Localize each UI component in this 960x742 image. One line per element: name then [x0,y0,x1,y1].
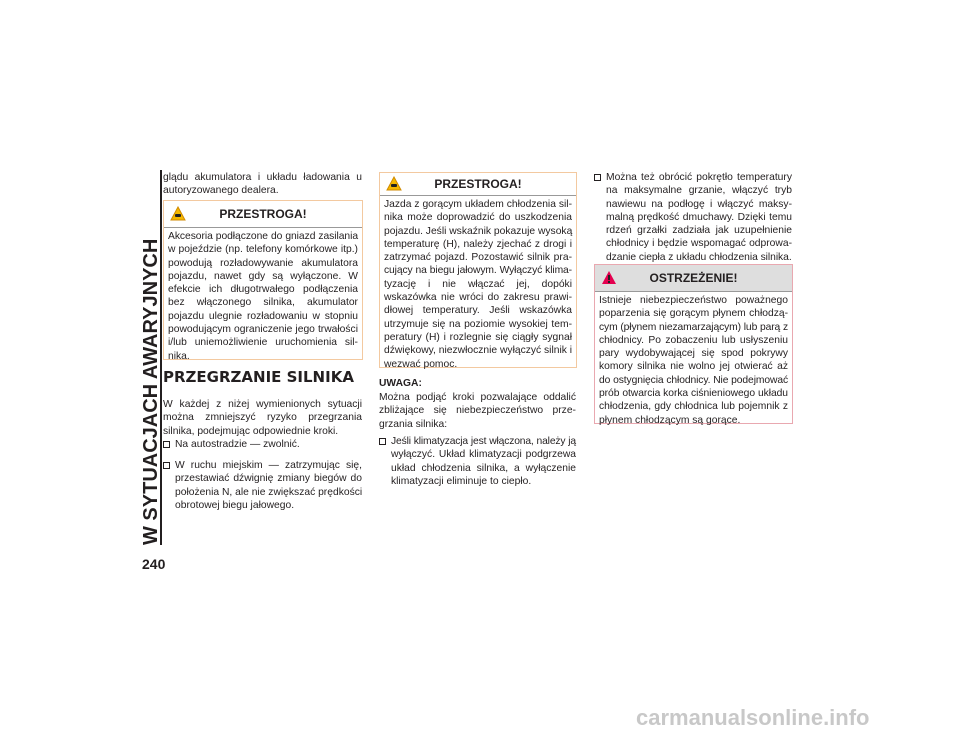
text-line: pojazdu, nawet gdy są wyłączone. W [168,270,358,282]
text-line: cujący na biegu jałowym. Wyłączyć klima- [384,265,572,277]
text-line: Istnieje niebezpieczeństwo poważnego [599,295,788,306]
text-line: komory silnika nie wolno jej otwierać aż [599,361,788,373]
text-line: bez włączonego silnika, akumulator [168,297,358,309]
caution-box-overheat [379,172,577,368]
text-line: dzanie ciepła z układu chłodzenia silnika. [606,251,792,263]
text-line: wyłączyć. Układ klimatyzacji podgrzewa [391,449,576,461]
section-heading: PRZEGRZANIE SILNIKA [163,368,354,386]
page-number: 240 [142,556,166,572]
text-line: chłodzenia, gdy chłodnica lub pojemnik z [599,401,788,413]
text-line: układ chłodzenia silnika, a wyłączenie [391,462,576,474]
bullet-heater [594,171,792,264]
text-line: Jazda z gorącym układem chłodzenia sil- [384,199,572,210]
caution-text [164,228,362,363]
text-line: peratury (H) i rozlegnie się ciągły sygnał [384,331,572,343]
text-line: wezwać pomoc. [384,358,458,370]
note-text [379,391,576,431]
text-line: autoryzowanego dealera. [163,185,279,197]
bullet-square-icon [594,174,601,181]
text-line: dźwiękowy, niezwłocznie wyłączyć silnik i [384,345,573,357]
text-line: nika. [168,350,190,362]
text-line: Można podjąć kroki pozwalające oddalić [379,392,576,403]
bullet-square-icon [163,441,170,448]
text-line: Można też obrócić pokrętło temperatury [606,172,792,183]
section-intro [163,398,362,438]
text-line: położenia N, ale nie zwiększać prędkości [175,486,363,498]
text-line: obrotowej biegu jałowego. [175,499,295,511]
watermark: carmanualsonline.info [636,705,870,730]
text-line: nawiewu na podłogę i włączyć maksy- [606,198,792,210]
warning-title: OSTRZEŻENIE! [649,271,738,285]
text-line: glądu akumulatora i układu ładowania u [163,172,362,183]
text-line: można zmniejszyć ryzyko przegrzania [163,412,362,424]
text-line: w pojeździe (np. telefony komórkowe itp.) [168,244,358,256]
caution-car-icon [170,206,186,221]
text-line: W każdej z niżej wymienionych sytuacji [163,399,362,410]
text-line: efekcie ich długotrwałego podłączenia [168,284,358,296]
bullet-square-icon [379,438,386,445]
text-line: W ruchu miejskim — zatrzymując się, [175,460,362,471]
text-line: zbliżające się niebezpieczeństwo prze- [379,405,576,417]
text-line: i/lub uniemożliwienie uruchomienia sil- [168,337,358,349]
text-line: Akcesoria podłączone do gniazd zasilania [168,231,358,242]
intro-text [163,171,362,198]
text-line: Jeśli klimatyzacja jest włączona, należy ją [391,436,576,447]
bullet-highway [163,438,362,451]
text-line: powodują rozładowywanie akumulatora [168,257,358,269]
text-line: do ostygnięcia chłodnicy. Nie podejmować [599,374,788,386]
text-line: powodującym ograniczenie jego trwałości [168,324,358,336]
text-line: klimatyzacji eliminuje to ciepło. [391,475,532,487]
text-line: tyzację i nie włączać jej, dopóki [384,278,572,290]
bullet-city [163,459,362,512]
text-line: Na autostradzie — zwolnić. [175,439,300,450]
caution-title: PRZESTROGA! [434,177,522,191]
text-line: grzania silnika: [379,418,448,430]
text-line: nika może doprowadzić do uszkodzenia [384,212,572,224]
bullet-ac [379,435,576,488]
text-line: silnika, podejmując odpowiednie kroki. [163,425,339,437]
text-line: pary wydobywającej się spod pokrywy [599,348,788,360]
text-line: prób otwarcia korka ciśnieniowego układu [599,388,788,400]
text-line: wskazówka nie wróci do zakresu prawi- [384,292,572,304]
section-sidebar-title: W SYTUACJACH AWARYJNYCH [140,170,162,545]
text-line: poparzenia się gorącym płynem chłodzą- [599,308,788,320]
text-line: malną prędkość dmuchawy. Dzięki temu [606,211,792,223]
warning-exclamation-icon [601,270,617,285]
text-line: pojazdu ulegnie rozładowaniu w stopniu [168,310,358,322]
caution-car-icon [386,176,402,191]
note-label: UWAGA: [379,378,422,389]
text-line: płynem chłodzącym są gorące. [599,414,741,426]
text-line: chłodnicy i będzie wspomagać odprowa- [606,238,792,250]
text-line: na maksymalne grzanie, włączyć tryb [606,185,792,197]
bullet-square-icon [163,462,170,469]
text-line: pojazdu. Jeśli wskaźnik pokazuje wysoką [384,225,573,237]
caution-text [380,196,576,371]
warning-box-coolant [594,264,793,424]
text-line: utrzymuje się na poziomie wysokiej tem- [384,318,572,330]
text-line: przestawiać dźwignię zmiany biegów do [175,473,362,485]
text-line: rdzeń grzałki zadziała jak uzupełnienie [606,225,792,237]
text-line: temperaturę (H), należy zjechać z drogi i [384,238,572,250]
caution-box-battery [163,200,363,360]
text-line: dłowej temperatury. Jeśli wskazówka [384,305,572,317]
warning-text [595,292,792,427]
text-line: zatrzymać pojazd. Pozostawić silnik pra- [384,252,572,264]
caution-title: PRZESTROGA! [219,207,307,221]
text-line: chłodnicy. Po zobaczeniu lub usłyszeniu [599,334,788,346]
text-line: cym (płynem niezamarzającym) lub parą z [599,321,788,333]
